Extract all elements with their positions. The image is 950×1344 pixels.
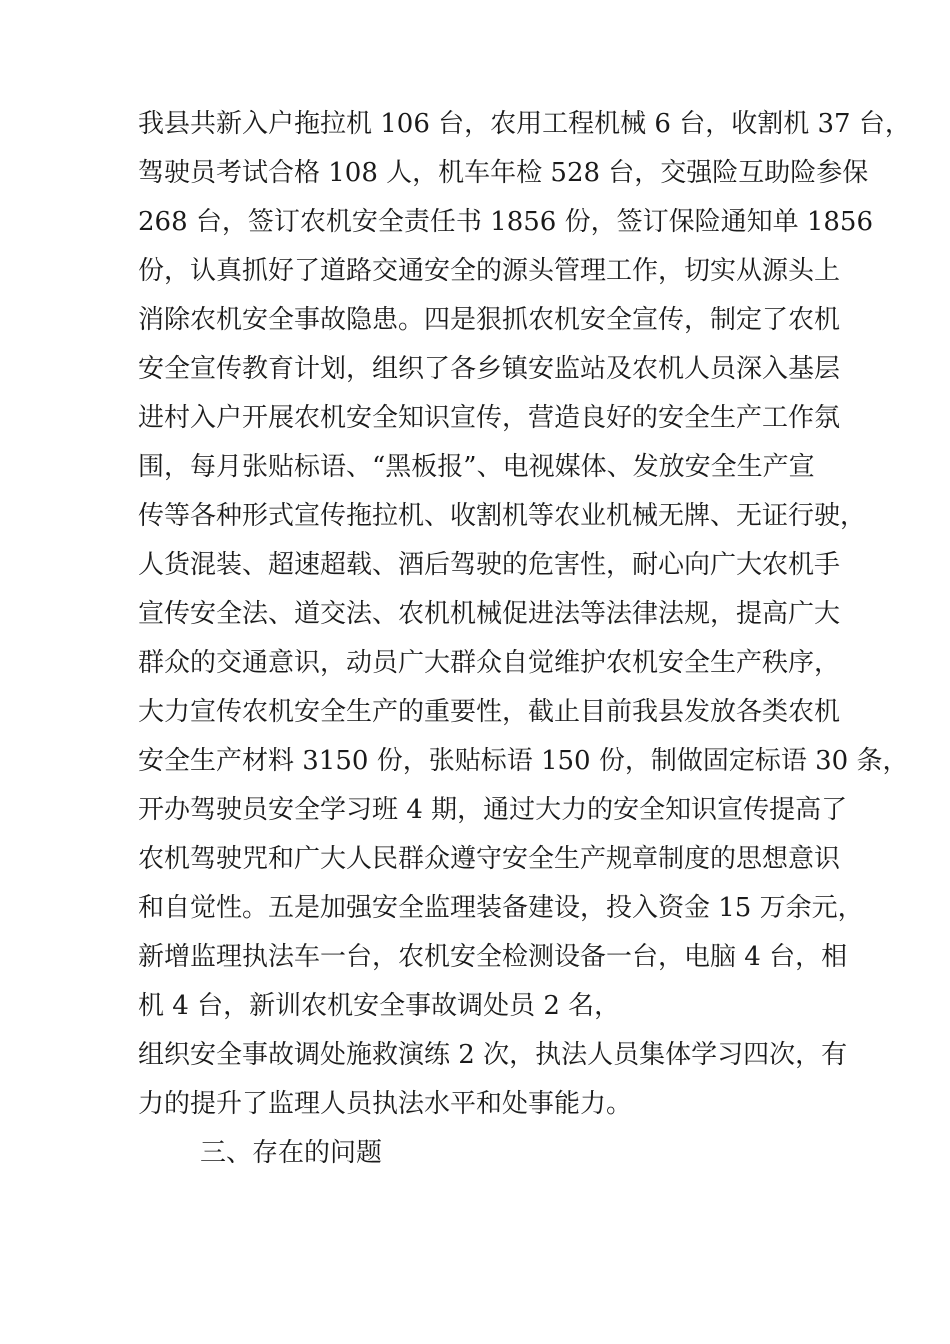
paragraph-line: 围，每月张贴标语、“黑板报”、电视媒体、发放安全生产宣 xyxy=(138,452,815,482)
paragraph-line: 人货混装、超速超载、酒后驾驶的危害性，耐心向广大农机手 xyxy=(138,550,841,580)
paragraph-line: 机 4 台，新训农机安全事故调处员 2 名， xyxy=(138,991,621,1021)
paragraph-line: 新增监理执法车一台，农机安全检测设备一台，电脑 4 台，相 xyxy=(138,942,848,972)
paragraph-line: 安全生产材料 3150 份，张贴标语 150 份，制做固定标语 30 条， xyxy=(138,746,909,776)
paragraph-line: 消除农机安全事故隐患。四是狠抓农机安全宣传，制定了农机 xyxy=(138,305,841,335)
paragraph-line: 大力宣传农机安全生产的重要性，截止目前我县发放各类农机 xyxy=(138,697,841,727)
paragraph-line: 宣传安全法、道交法、农机机械促进法等法律法规，提高广大 xyxy=(138,599,841,629)
paragraph-line: 力的提升了监理人员执法水平和处事能力。 xyxy=(138,1089,633,1119)
paragraph-line: 我县共新入户拖拉机 106 台，农用工程机械 6 台，收割机 37 台， xyxy=(138,109,911,139)
paragraph-line: 传等各种形式宣传拖拉机、收割机等农业机械无牌、无证行驶， xyxy=(138,501,867,531)
section-heading: 三、存在的问题 xyxy=(200,1138,383,1168)
paragraph-line: 组织安全事故调处施救演练 2 次，执法人员集体学习四次，有 xyxy=(138,1040,848,1070)
paragraph-line: 开办驾驶员安全学习班 4 期，通过大力的安全知识宣传提高了 xyxy=(138,795,848,825)
paragraph-line: 群众的交通意识，动员广大群众自觉维护农机安全生产秩序， xyxy=(138,648,841,678)
paragraph-line: 驾驶员考试合格 108 人，机车年检 528 台，交强险互助险参保 xyxy=(138,158,869,188)
paragraph-line: 份，认真抓好了道路交通安全的源头管理工作，切实从源头上 xyxy=(138,256,841,286)
paragraph-line: 和自觉性。五是加强安全监理装备建设，投入资金 15 万余元， xyxy=(138,893,864,923)
paragraph-line: 安全宣传教育计划，组织了各乡镇安监站及农机人员深入基层 xyxy=(138,354,841,384)
paragraph-line: 进村入户开展农机安全知识宣传，营造良好的安全生产工作氛 xyxy=(138,403,841,433)
paragraph-line: 268 台，签订农机安全责任书 1856 份，签订保险通知单 1856 xyxy=(138,207,874,237)
paragraph-line: 农机驾驶咒和广大人民群众遵守安全生产规章制度的思想意识 xyxy=(138,844,841,874)
